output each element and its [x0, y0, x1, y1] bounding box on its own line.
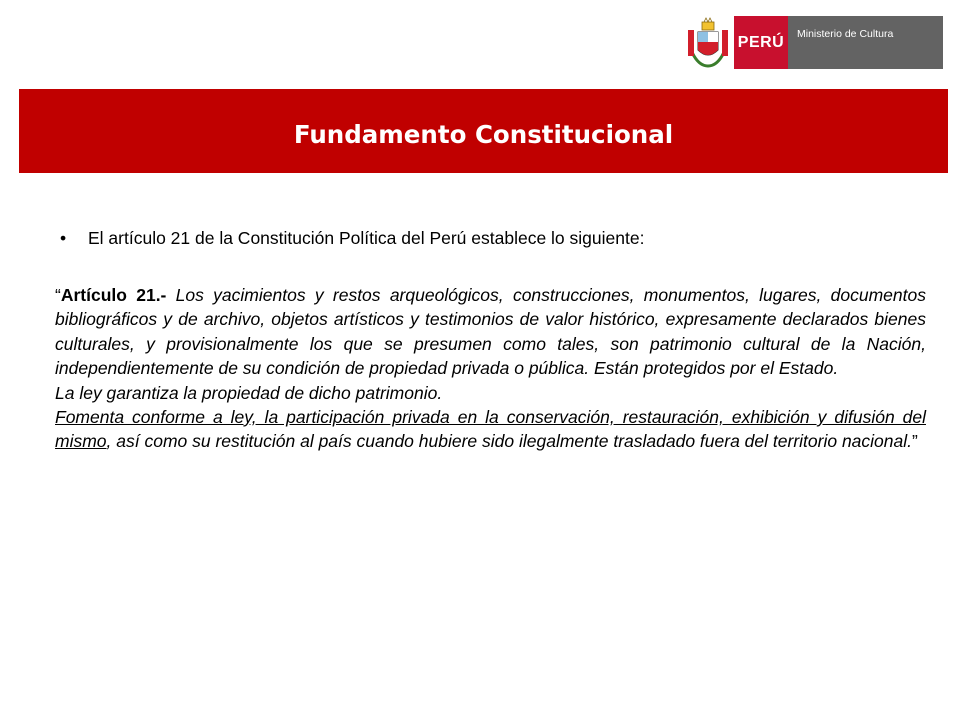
page-title: Fundamento Constitucional — [293, 119, 674, 149]
article-lead: Artículo 21.- — [60, 285, 167, 305]
intro-text: El artículo 21 de la Constitución Política del Perú establece lo siguiente: — [88, 228, 645, 248]
ministry-label: Ministerio de Cultura — [788, 16, 943, 69]
article-paragraph-2: La ley garantiza la propiedad de dicho patrimonio. — [55, 382, 443, 403]
ministry-logo — [686, 16, 943, 69]
open-quote: “ — [55, 285, 61, 305]
article-p3-text: , así como su restitución al país cuando hubiere sido ilegalmente trasladado fuera del territorio nacional. — [106, 431, 912, 452]
title-band — [19, 89, 948, 173]
intro-bullet — [60, 226, 644, 250]
bullet-icon: • — [60, 228, 67, 248]
article-paragraph-3 — [55, 405, 926, 454]
article-p1-text: Los yacimientos y restos arqueológicos, construcciones, monumentos, lugares, documentos bibliográficos y de archivo, objetos artísticos y testimonios de valor histórico, expresamente declarados bienes culturales, y provisionalmente los que se presumen como tales, son patrimonio cultural de la Nación, independientemente de su condición de propiedad privada o pública. Están protegidos por el Estado. — [55, 285, 926, 379]
peru-label: PERÚ — [734, 16, 788, 69]
article-quote — [55, 283, 926, 454]
coat-of-arms-icon — [686, 16, 730, 69]
article-paragraph-1 — [55, 283, 926, 381]
article-underlined-text: Fomenta conforme a ley, la participación privada en la conservación, restauración, exhibición y difusión del mismo — [55, 407, 926, 452]
close-quote: ” — [912, 431, 918, 452]
